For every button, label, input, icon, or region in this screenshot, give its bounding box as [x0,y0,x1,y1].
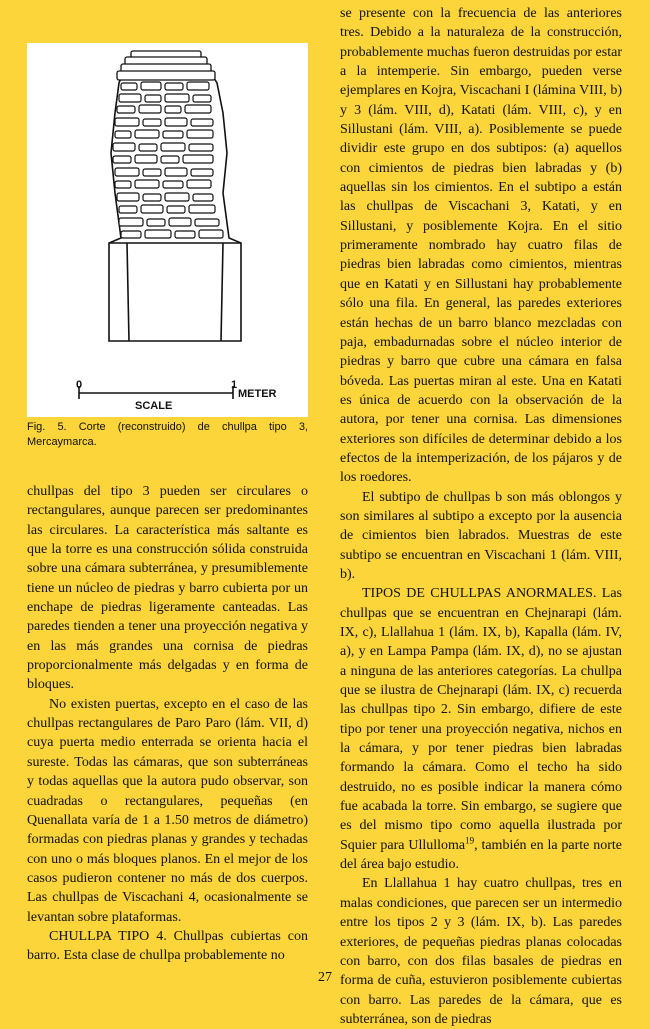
scale-zero: 0 [76,379,83,391]
paragraph: chullpas del tipo 3 pueden ser circulares o rectangulares, aunque parecen ser predominantes las circulares. La característica más saltante es que la torre es una construcción sólida construida sobre una cámara subterránea, y presumiblemente tiene un núcleo de piedras y barro cubierta por un enchape de piedras ligeramente canteadas. Las paredes tienden a tener una proyección negativa y en las más grandes una cornisa de piedras proporcionalmente más delgadas y en forma de bloques. [27,484,308,693]
paragraph: No existen puertas, excepto en el caso de las chullpas rectangulares de Paro Paro (lám. VII, d) cuya puerta medio enterrada se orienta hacia el sureste. Todas las cámaras, que son subterráneas y todas aquellas que la autora pudo observar, son cuadradas o rectangulares, pequeñas (en Quenallata varía de 1 a 1.50 metros de diámetro) formadas con piedras planas y grandes y techadas con uno o más bloques planos. En el mejor de los casos pudieron contener no más de dos cuerpos. Las chullpas de Viscachani 4, ocasionalmente se levantan sobre plataformas. [27,696,308,925]
paragraph-text: , también en la parte norte del área bajo estudio. [340,837,622,873]
paragraph: El subtipo de chullpas b son más oblongos y son similares al subtipo a excepto por la ausencia de cimientos bien labrados. Muestras de este subtipo se encuentran en Viscachani 1 (lám. VIII, b). [340,489,622,582]
right-column [340,4,622,1029]
figure-illustration [27,43,308,417]
paragraph: En Llallahua 1 hay cuatro chullpas, tres en malas condiciones, que parecen ser un intermedio entre los tipos 2 y 3 (lám. IX, b). Las paredes exteriores, de pequeñas piedras planas colocadas con barro, con dos filas basales de piedras en forma de cuña, estuvieron posiblemente cubiertas con barro. Las paredes de la cámara, que es subterránea, son de piedras [340,876,622,1027]
scale-unit: METER [238,388,277,400]
scale-label: SCALE [135,400,173,412]
paragraph [340,584,622,874]
page-number: 27 [318,970,332,985]
scale-one: 1 [231,379,238,391]
figure-caption: Fig. 5. Corte (reconstruido) de chullpa tipo 3, Mercaymarca. [27,421,308,448]
paragraph: se presente con la frecuencia de las anteriores tres. Debido a la naturaleza de la construcción, probablemente muchas fueron destruidas por estar a la intemperie. Sin embargo, pueden verse ejemplares en Kojra, Viscachani I (lámina VIII, b) y 3 (lám. VIII, d), Katati (lám. VIII, c), y en Sillustani (lám. VIII, a). Posiblemente se puede dividir este grupo en dos subtipos: (a) aquellos con cimientos de piedras bien labradas y (b) aquellas sin los cimientos. En el subtipo a están las chullpas de Viscachani 3, Katati, y en Sillustani, y posiblemente Kojra. En el sitio primeramente nombrado hay cuatro filas de piedras bien labradas como cimientos, mientras que en Katati y en Sillustani hay probablemente sólo una fila. En general, las paredes exteriores están hechas de un barro blanco mezcladas con paja, embadurnadas sobre el núcleo interior de piedras y barro que cubre una cámara en falsa bóveda. Las puertas miran al este. Una en Katati es única de acuerdo con la observación de la autora, por tener una cornisa. Las dimensiones exteriores son difíciles de determinar debido a los efectos de la intemperización, de los pájaros y de los roedores. [340,6,622,486]
left-column [27,482,308,966]
paragraph-text: TIPOS DE CHULLPAS ANORMALES. Las chullpas que se encuentran en Chejnarapi (lám. IX, c), Llallahua 1 (lám. IX, b), Kapalla (lám. IV, a), y en Lampa Pampa (lám. IX, d), no se ajustan a ninguna de las anteriores categorías. La chullpa que se ilustra de Chejnarapi (lám. IX, c) recuerda las chullpas tipo 2. Sin embargo, difiere de este tipo por tener una proyección negativa, nichos en la cámara, y por tener piedras bien labradas formando la cámara. Como el techo ha sido destruido, no es posible indicar la manera cómo fue acabada la torre. Sin embargo, se sugiere que es del mismo tipo como aquella ilustrada por Squier para Ullulloma [340,586,622,853]
paragraph: CHULLPA TIPO 4. Chullpas cubiertas con barro. Esta clase de chullpa probablemente no [27,928,308,964]
footnote-ref: 19 [465,835,475,846]
chullpa-section-drawing [27,43,308,417]
